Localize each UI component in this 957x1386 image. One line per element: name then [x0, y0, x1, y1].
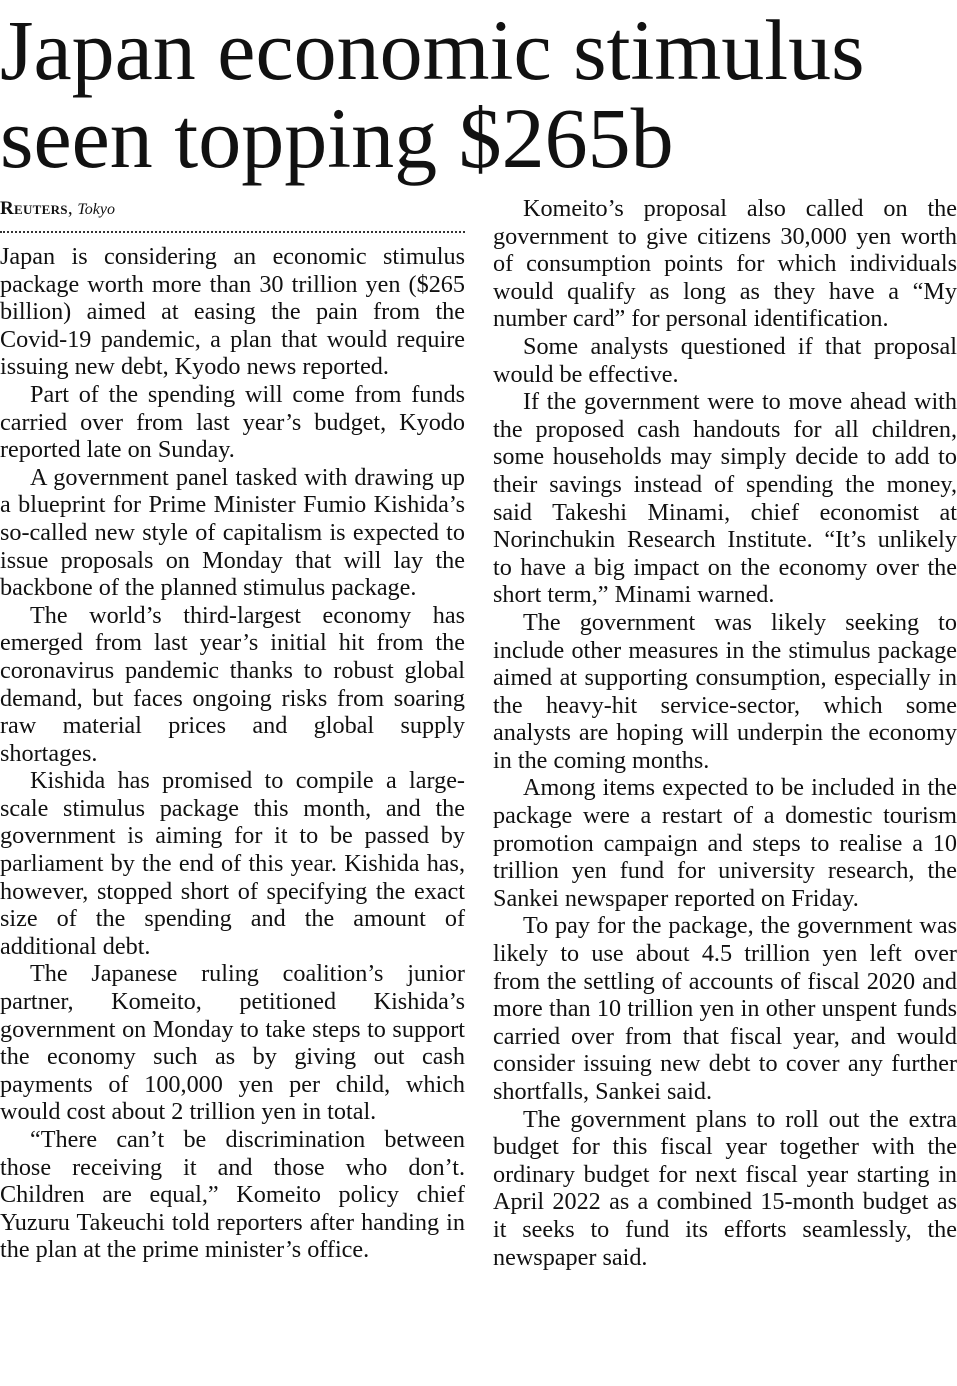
headline-line-2: seen topping $265b [0, 90, 674, 186]
paragraph: If the government were to move ahead with the proposed cash handouts for all children, some households may simply decide to add to their savings instead of spending the money, said Takeshi Minami, chief economist at Norinchukin Research Institute. “It’s unlikely to have a big impact on the economy over the short term,” Minami warned. [493, 388, 957, 609]
paragraph: Part of the spending will come from funds carried over from last year’s budget, Kyodo reported late on Sunday. [0, 380, 465, 464]
headline [0, 2, 957, 186]
paragraph: The Japanese ruling coalition’s junior partner, Komeito, petitioned Kishida’s government on Monday to take steps to support the economy such as by giving out cash payments of 100,000 yen per child, which would cost about 2 trillion yen in total. [0, 960, 465, 1126]
paragraph: Among items expected to be included in the package were a restart of a domestic tourism promotion campaign and steps to realise a 10 trillion yen fund for university research, the Sankei newspaper reported on Friday. [493, 774, 957, 912]
paragraph: Some analysts questioned if that proposal would be effective. [493, 332, 957, 388]
paragraph: The world’s third-largest economy has emerged from last year’s initial hit from the coronavirus pandemic thanks to robust global demand, but faces ongoing risks from soaring raw material prices and global supply shortages. [0, 601, 465, 767]
byline [0, 196, 465, 233]
paragraph: A government panel tasked with drawing up a blueprint for Prime Minister Fumio Kishida’s so-called new style of capitalism is expected to issue proposals on Monday that will lay the backbone of the planned stimulus package. [0, 463, 465, 602]
paragraph: Kishida has promised to compile a large-scale stimulus package this month, and the government is aiming for it to be passed by parliament by the end of this year. Kishida has, however, stopped short of specifying the exact size of the spending and the amount of additional debt. [0, 767, 465, 960]
paragraph: The government was likely seeking to include other measures in the stimulus package aimed at supporting consumption, especially in the heavy-hit service-sector, which some analysts are hoping will underpin the economy in the coming months. [493, 608, 957, 774]
right-column [493, 195, 957, 1271]
paragraph: Japan is considering an economic stimulus package worth more than 30 trillion yen ($265 billion) aimed at easing the pain from the Covid-19 pandemic, a plan that would require issuing new debt, Kyodo news reported. [0, 243, 465, 381]
paragraph: To pay for the package, the government was likely to use about 4.5 trillion yen left over from the settling of accounts of fiscal 2020 and more than 10 trillion yen in other unspent funds carried over from that fiscal year, and would consider issuing new debt to cover any further shortfalls, Sankei said. [493, 912, 957, 1105]
byline-separator: , [67, 198, 73, 219]
paragraph: Komeito’s proposal also called on the government to give citizens 30,000 yen worth of consumption points for which individuals would qualify as long as they have a “My number card” for personal identification. [493, 195, 957, 333]
headline-line-1: Japan economic stimulus [0, 2, 865, 98]
paragraph: “There can’t be discrimination between those receiving it and those who don’t. Children are equal,” Komeito policy chief Yuzuru Takeuchi told reporters after handing in the plan at the prime minister’s office. [0, 1126, 465, 1264]
left-column [0, 196, 465, 1264]
byline-place: Tokyo [77, 201, 115, 218]
paragraph: The government plans to roll out the extra budget for this fiscal year together with the ordinary budget for next fiscal year starting in April 2022 as a combined 15-month budget as it seeks to fund its efforts seamlessly, the newspaper said. [493, 1105, 957, 1271]
byline-agency: Reuters [0, 198, 68, 219]
